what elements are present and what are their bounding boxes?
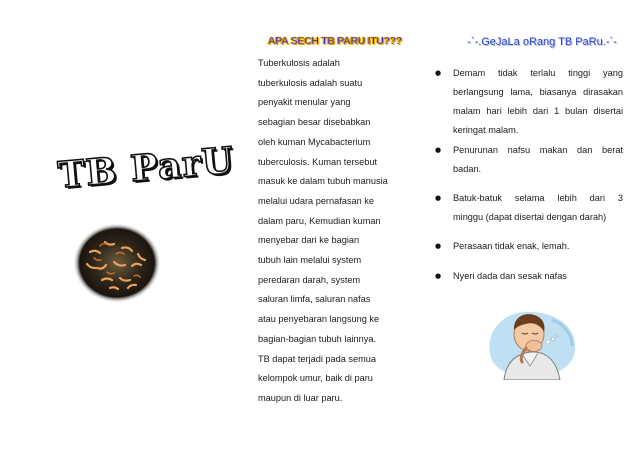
definition-line: penyakit menular yang (258, 97, 351, 108)
symptoms-heading-text: -`-.GeJaLa oRang TB PaRu.-`- (467, 36, 617, 48)
definition-line: sebagian besar disebabkan (258, 117, 371, 128)
definition-line: dalam paru, Kemudian kuman (258, 215, 381, 226)
symptom-line: berlangsung lama, biasanya dirasakan (453, 87, 623, 97)
definition-line: menyebar dari ke bagian (258, 235, 360, 246)
symptom-line: Penurunan nafsu makan dan berat (453, 145, 623, 155)
definition-line: kelompok umur, baik di paru (258, 373, 373, 384)
bullet-icon: ● (435, 146, 442, 154)
definition-line: saluran limfa, saluran nafas (258, 294, 371, 305)
definition-line: melalui udara pernafasan ke (258, 195, 374, 206)
definition-line: tuberculosis. Kuman tersebut (258, 156, 377, 167)
definition-line: masuk ke dalam tubuh manusia (258, 176, 388, 187)
cover-panel (0, 0, 245, 451)
symptom-line: malam hari lebih dari 1 bulan disertai (453, 106, 623, 116)
symptom-line: Perasaan tidak enak, lemah. (453, 241, 570, 251)
symptom-line: badan. (453, 164, 482, 174)
symptom-line: minggu (dapat disertai dengan darah) (453, 212, 607, 222)
definition-line: atau penyebaran langsung ke (258, 314, 380, 325)
definition-line: bagian-bagian tubuh lainnya. (258, 333, 377, 344)
symptom-line: Batuk-batuk selama lebih dari 3 (453, 193, 623, 203)
definition-line: tuberkulosis adalah suatu (258, 77, 363, 88)
definition-line: maupun di luar paru. (258, 392, 343, 403)
symptoms-heading (457, 36, 627, 48)
bullet-icon: ● (435, 272, 442, 280)
definition-line: peredaran darah, system (258, 274, 361, 285)
coughing-person-image (482, 302, 582, 380)
definition-text (258, 54, 408, 409)
symptoms-panel (425, 0, 638, 451)
bullet-icon: ● (435, 194, 442, 202)
definition-line: Tuberkulosis adalah (258, 58, 340, 68)
definition-line: TB dapat terjadi pada semua (258, 353, 376, 364)
definition-line: tubuh lain melalui system (258, 255, 362, 266)
definition-line: oleh kuman Mycabacterium (258, 136, 371, 147)
symptom-line: Demam tidak terlalu tinggi yang (453, 68, 623, 78)
bullet-icon: ● (435, 242, 442, 250)
symptom-line: Nyeri dada dan sesak nafas (453, 271, 567, 281)
definition-panel (250, 0, 420, 451)
symptom-line: keringat malam. (453, 125, 519, 135)
cover-title: TB ParU (56, 139, 236, 197)
bullet-icon: ● (435, 69, 442, 77)
definition-heading: APA SECH TB PARU ITU??? (267, 35, 403, 47)
bacteria-microscope-image (72, 222, 162, 304)
